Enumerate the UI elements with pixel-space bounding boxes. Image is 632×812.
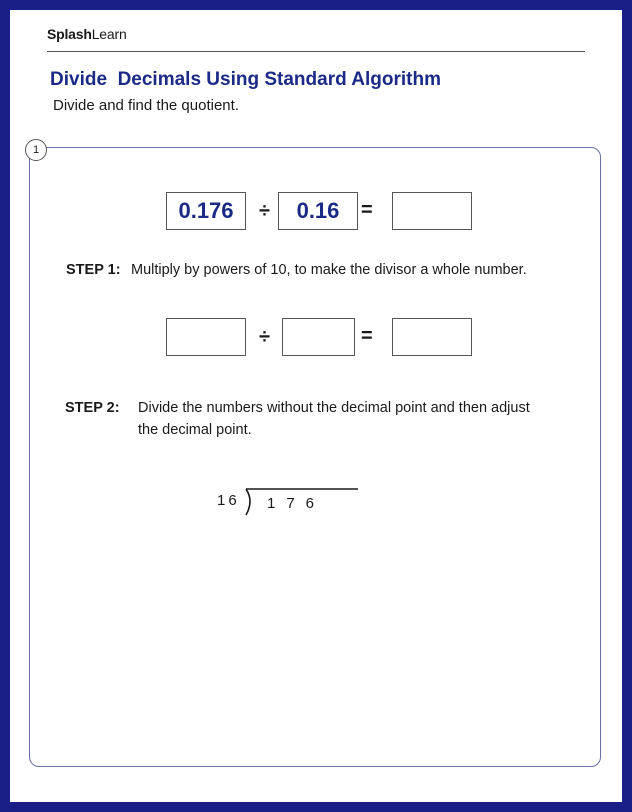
step2-text-line1: Divide the numbers without the decimal point and then adjust <box>138 400 530 416</box>
worksheet-instruction: Divide and find the quotient. <box>53 97 239 114</box>
step2-text-line2: the decimal point. <box>138 422 252 438</box>
question-card <box>29 147 601 767</box>
step1-label: STEP 1: <box>66 262 121 278</box>
step1-dividend-box[interactable] <box>166 318 246 356</box>
header-divider <box>47 51 585 52</box>
dividend-box: 0.176 <box>166 192 246 230</box>
long-division-divisor: 16 <box>217 492 240 509</box>
divisor-box: 0.16 <box>278 192 358 230</box>
long-division-dividend: 176 <box>267 495 326 512</box>
divide-symbol: ÷ <box>259 200 270 222</box>
question-number-badge: 1 <box>25 139 47 161</box>
brand-logo-part2: Learn <box>91 26 127 42</box>
brand-logo-part1: Splash <box>47 26 92 42</box>
worksheet-title: Divide Decimals Using Standard Algorithm <box>50 69 441 90</box>
equals-symbol: = <box>361 199 373 221</box>
step2-label: STEP 2: <box>65 400 120 416</box>
step1-equals-symbol: = <box>361 325 373 347</box>
worksheet-page <box>10 10 622 802</box>
step1-text: Multiply by powers of 10, to make the divisor a whole number. <box>131 262 527 278</box>
step1-divisor-box[interactable] <box>282 318 355 356</box>
step1-answer-box[interactable] <box>392 318 472 356</box>
answer-box[interactable] <box>392 192 472 230</box>
brand-logo <box>47 26 127 42</box>
step1-divide-symbol: ÷ <box>259 326 270 348</box>
